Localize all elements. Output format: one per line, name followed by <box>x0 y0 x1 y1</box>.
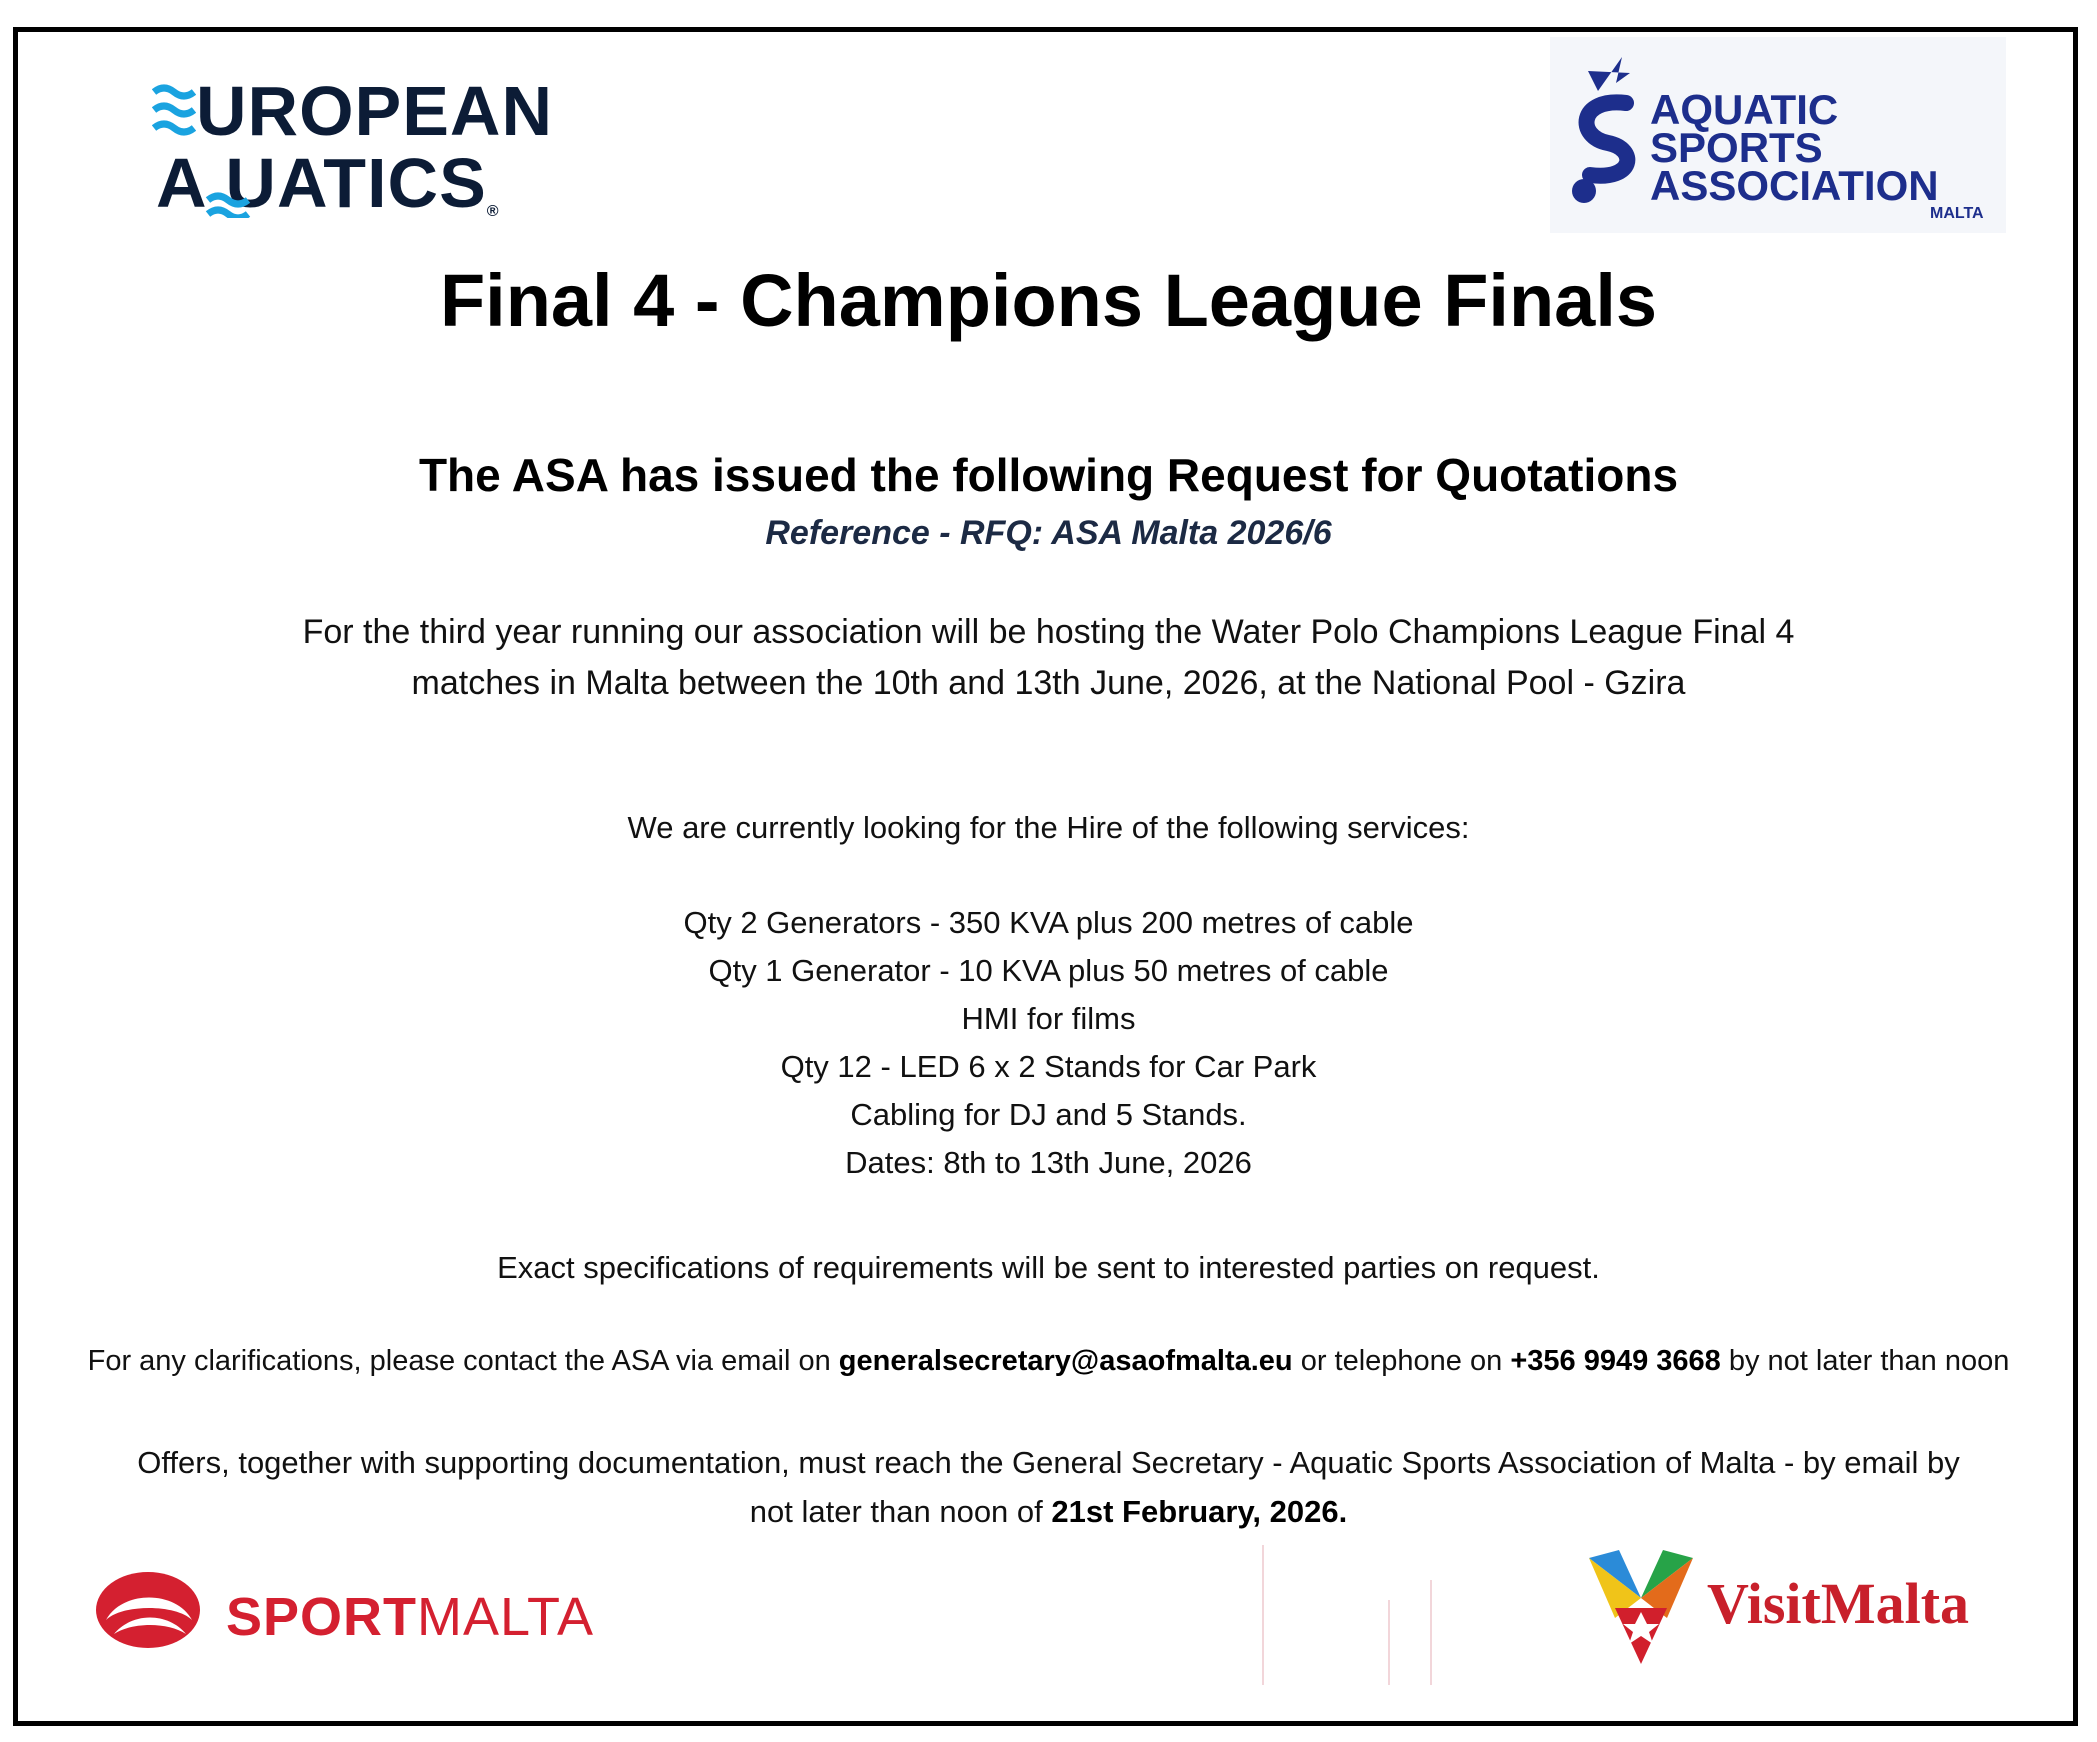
asa-logo-line1: AQUATIC <box>1650 86 1839 133</box>
divider <box>1388 1600 1390 1685</box>
deadline-date: 21st February, 2026. <box>1051 1494 1348 1529</box>
sport-malta-logo <box>92 1560 595 1660</box>
ea-logo-line1: UROPEAN <box>196 72 554 150</box>
rfq-subtitle: The ASA has issued the following Request for Quotations <box>418 449 1679 501</box>
intro-line-2: matches in Malta between the 10th and 13th June, 2026, at the National Pool - Gzira <box>411 664 1686 702</box>
visit-malta-cross-icon <box>1585 1548 1697 1668</box>
visit-malta-logo <box>1585 1548 2015 1668</box>
sport-malta-wordmark: SPORTMALTA <box>226 1587 595 1647</box>
deadline-line-1: Offers, together with supporting documentation, must reach the General Secretary - Aquatic Sports Association of Malta - by email by <box>137 1445 1960 1480</box>
ea-logo-line2: A UATICS® <box>156 144 500 222</box>
service-item: Qty 2 Generators - 350 KVA plus 200 metres of cable <box>683 905 1414 940</box>
service-item: Qty 1 Generator - 10 KVA plus 50 metres of cable <box>708 953 1389 988</box>
divider <box>1430 1580 1432 1685</box>
service-item: Cabling for DJ and 5 Stands. <box>850 1097 1247 1132</box>
page-title: Final 4 - Champions League Finals <box>439 259 1658 342</box>
asa-logo-line4: MALTA <box>1930 205 1984 222</box>
european-aquatics-logo <box>152 72 572 222</box>
specifications-note: Exact specifications of requirements will be sent to interested parties on request. <box>497 1250 1600 1285</box>
asa-logo <box>1550 37 2006 233</box>
rfq-reference: Reference - RFQ: ASA Malta 2026/6 <box>765 514 1332 552</box>
contact-email[interactable]: generalsecretary@asaofmalta.eu <box>838 1345 1293 1377</box>
intro-line-1: For the third year running our association will be hosting the Water Polo Champions League Final 4 <box>302 613 1795 651</box>
divider <box>1262 1545 1264 1685</box>
asa-logo-line3: ASSOCIATION <box>1650 162 1939 209</box>
contact-line: For any clarifications, please contact the ASA via email on generalsecretary@asaofmalta.eu or telephone on +356 9949 3668 by not later than noon <box>87 1345 2010 1377</box>
service-item: HMI for films <box>961 1001 1136 1036</box>
contact-phone[interactable]: +356 9949 3668 <box>1510 1345 1721 1377</box>
service-dates: Dates: 8th to 13th June, 2026 <box>845 1145 1252 1180</box>
deadline-line-2: not later than noon of 21st February, 2026. <box>749 1494 1348 1529</box>
visit-malta-wordmark: VisitMalta <box>1707 1571 1970 1636</box>
asa-swimmer-icon <box>1568 51 1648 211</box>
asa-logo-line2: SPORTS <box>1650 124 1823 171</box>
wave-q-icon <box>204 152 254 218</box>
service-item: Qty 12 - LED 6 x 2 Stands for Car Park <box>780 1049 1317 1084</box>
services-heading: We are currently looking for the Hire of the following services: <box>627 810 1470 845</box>
waves-icon <box>152 82 196 142</box>
sport-malta-swoosh-icon <box>92 1568 204 1654</box>
